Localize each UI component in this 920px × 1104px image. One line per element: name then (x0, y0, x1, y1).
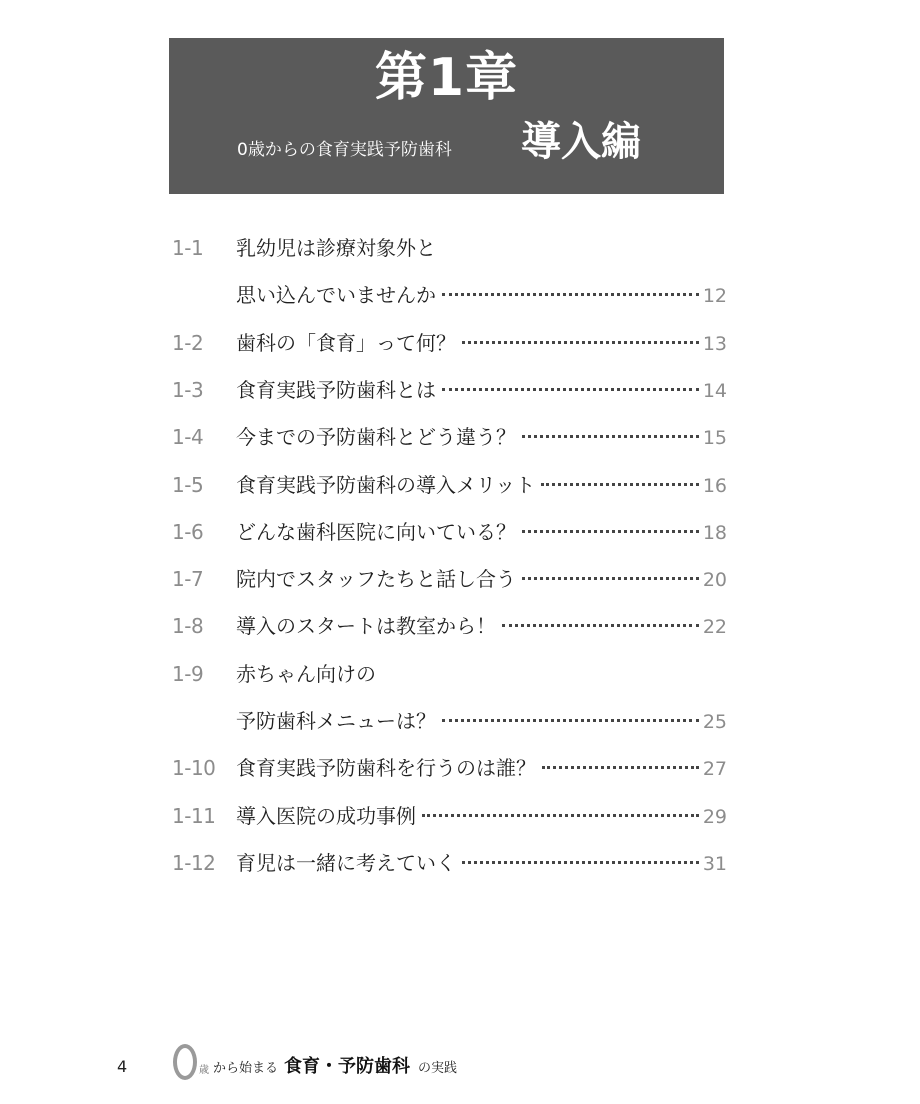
dot-leader (442, 388, 699, 391)
toc-item-title: 食育実践予防歯科を行うのは誰？ (236, 756, 536, 781)
toc-item-page: 14 (702, 379, 727, 402)
toc-item-number: 1-2 (172, 330, 204, 355)
toc-item-title: 育児は一緒に考えていく (236, 850, 456, 875)
chapter-part-title: 導入編 (521, 119, 641, 165)
toc-item-page: 13 (702, 332, 727, 355)
toc-item-number: 1-5 (172, 472, 204, 497)
toc-item-title: 思い込んでいませんか (236, 283, 436, 308)
toc-item-title: どんな歯科医院に向いている？ (236, 519, 516, 544)
toc-item-title: 導入医院の成功事例 (236, 803, 416, 828)
dot-leader (522, 530, 699, 533)
toc-item-page: 12 (702, 285, 727, 308)
toc-item-page: 18 (702, 521, 727, 544)
toc-item-title: 院内でスタッフたちと話し合う (236, 567, 516, 592)
toc-item-number: 1-8 (172, 614, 204, 639)
toc-item-number: 1-1 (172, 236, 204, 260)
toc-item-page: 31 (702, 852, 727, 875)
toc-item-page: 15 (702, 427, 727, 450)
dot-leader (442, 293, 699, 296)
toc-item-page: 20 (702, 569, 727, 592)
toc-item-title: 今までの予防歯科とどう違う？ (236, 425, 516, 450)
book-title-logo (173, 1040, 463, 1080)
toc-item-title: 食育実践予防歯科とは (236, 377, 436, 402)
toc-item-number: 1-3 (172, 377, 204, 402)
toc-item-title: 乳幼児は診療対象外と (236, 236, 436, 260)
dot-leader (522, 435, 699, 438)
logo-kara: から始まる (213, 1061, 279, 1076)
chapter-title: 第1章 (374, 48, 519, 108)
toc-item-title: 赤ちゃん向けの (236, 661, 376, 686)
toc-item-title: 食育実践予防歯科の導入メリット (236, 472, 536, 497)
toc-item-title: 予防歯科メニューは？ (236, 708, 436, 733)
logo-main: 食育・予防歯科 (284, 1056, 411, 1077)
toc-item-number: 1-9 (172, 661, 204, 686)
dot-leader (442, 719, 699, 722)
dot-leader (422, 814, 699, 817)
toc-item-number: 1-11 (172, 803, 216, 828)
toc-item-number: 1-6 (172, 519, 204, 544)
toc-item-page: 29 (702, 805, 727, 828)
dot-leader (462, 341, 699, 344)
toc-item-title: 導入のスタートは教室から！ (236, 614, 496, 639)
toc-item-page: 16 (702, 474, 727, 497)
toc-item-page: 25 (702, 710, 727, 733)
dot-leader (541, 483, 699, 486)
dot-leader (522, 577, 699, 580)
toc-item-title: 歯科の「食育」って何？ (236, 330, 456, 355)
toc-item-number: 1-12 (172, 850, 216, 875)
zero-logo-mark (173, 1044, 197, 1080)
chapter-subtitle: 0歳からの食育実践予防歯科 (237, 140, 452, 160)
toc-item-number: 1-7 (172, 567, 204, 592)
toc-item-page: 22 (702, 616, 727, 639)
dot-leader (502, 624, 699, 627)
chapter-banner (169, 38, 724, 194)
logo-sai: 歳 (199, 1065, 209, 1076)
logo-tail: の実践 (418, 1061, 458, 1076)
toc-item-number: 1-4 (172, 425, 204, 450)
toc-item-page: 27 (702, 758, 727, 781)
toc-item-number: 1-10 (172, 756, 216, 781)
dot-leader (542, 766, 699, 769)
page-number: 4 (117, 1057, 128, 1076)
dot-leader (462, 861, 699, 864)
